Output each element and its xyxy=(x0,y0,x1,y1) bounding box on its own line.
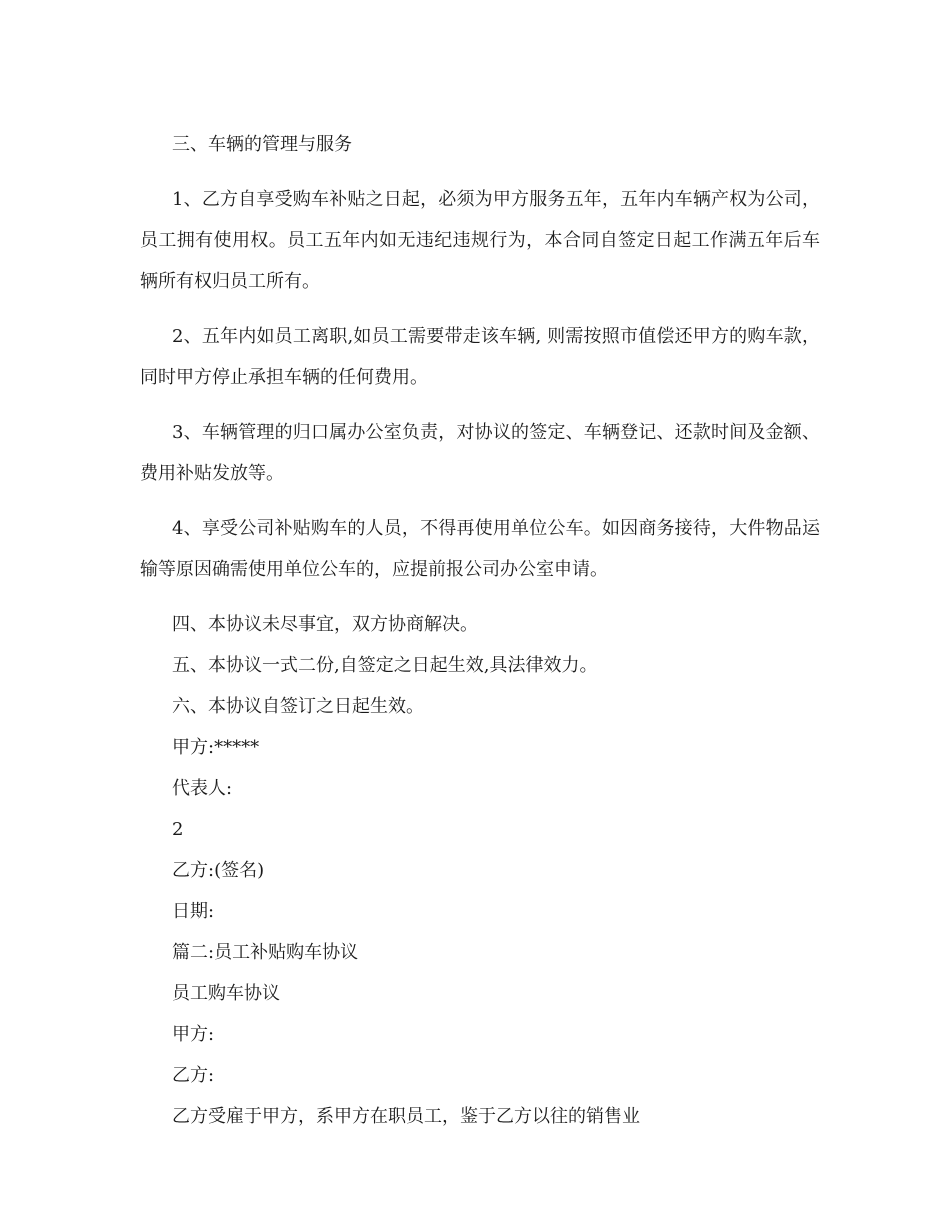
clause-item-1: 1、乙方自享受购车补贴之日起，必须为甲方服务五年，五年内车辆产权为公司，员工拥有使用权。员工五年内如无违纪违规行为，本合同自签定日起工作满五年后车辆所有权归员工所有。 xyxy=(140,189,820,292)
party-a-label: 甲方:***** xyxy=(172,737,260,758)
date-label: 日期: xyxy=(172,901,215,922)
agreement-title: 员工购车协议 xyxy=(172,983,280,1004)
clause-4: 四、本协议未尽事宜，双方协商解决。 xyxy=(172,614,478,635)
representative-label: 代表人: xyxy=(172,778,233,799)
clause-5: 五、本协议一式二份,自签定之日起生效,具法律效力。 xyxy=(172,655,598,676)
section-heading-3: 三、车辆的管理与服务 xyxy=(172,134,352,155)
document-body xyxy=(140,124,820,1137)
intro-paragraph: 乙方受雇于甲方，系甲方在职员工，鉴于乙方以往的销售业 xyxy=(172,1106,640,1127)
clause-item-4: 4、享受公司补贴购车的人员，不得再使用单位公车。如因商务接待，大件物品运输等原因确需使用单位公车的，应提前报公司办公室申请。 xyxy=(140,518,820,580)
party-b-signature-label: 乙方:(签名) xyxy=(172,860,265,881)
page-number: 2 xyxy=(172,819,184,840)
clause-6: 六、本协议自签订之日起生效。 xyxy=(172,696,424,717)
section-2-title: 篇二:员工补贴购车协议 xyxy=(172,942,359,963)
clause-item-2: 2、五年内如员工离职,如员工需要带走该车辆, 则需按照市值偿还甲方的购车款，同时甲方停止承担车辆的任何费用。 xyxy=(140,326,820,388)
party-b-2-label: 乙方: xyxy=(172,1065,215,1086)
party-a-2-label: 甲方: xyxy=(172,1024,215,1045)
clause-item-3: 3、车辆管理的归口属办公室负责，对协议的签定、车辆登记、还款时间及金额、费用补贴发放等。 xyxy=(140,422,820,484)
